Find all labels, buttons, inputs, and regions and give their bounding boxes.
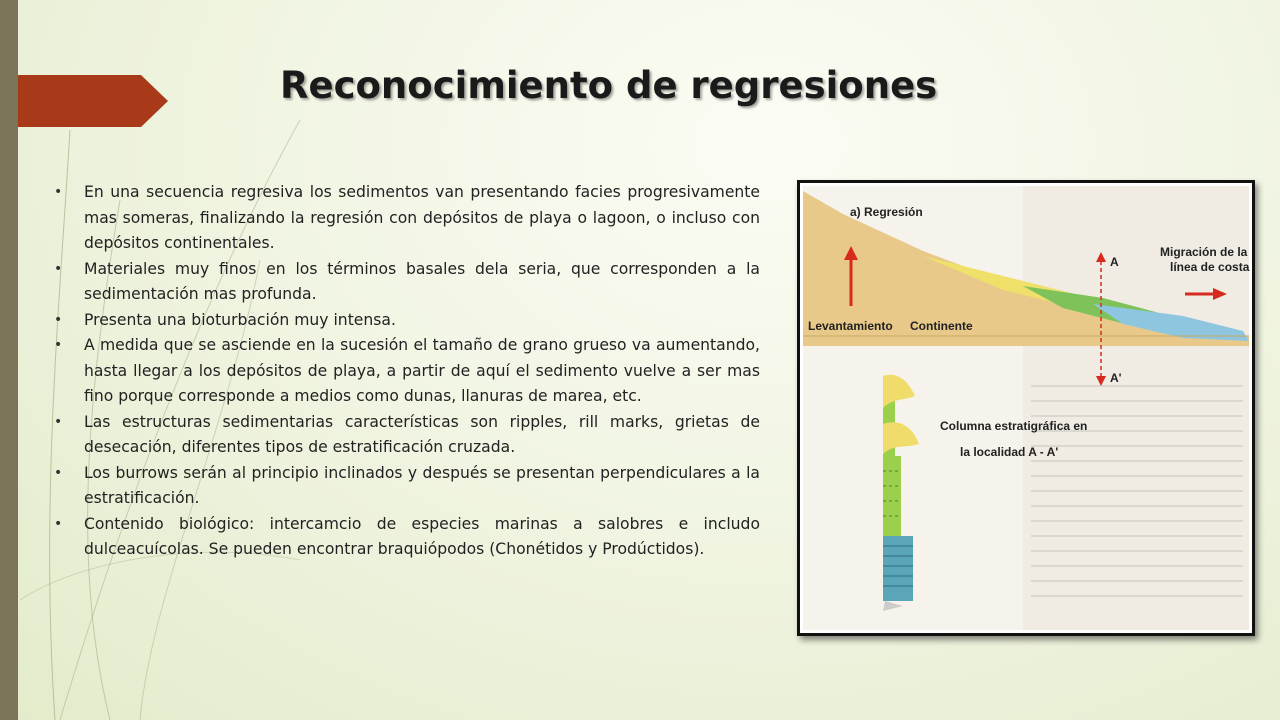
regression-diagram — [797, 180, 1255, 636]
bullet-item: • Contenido biológico: intercamcio de especies marinas a salobres e includo dulceacuícolas. Se pueden encontrar braquiópodos (Chonétidos y Prodúctidos). — [50, 512, 760, 563]
left-accent-bar — [0, 0, 18, 720]
bullet-item: • Presenta una bioturbación muy intensa. — [50, 308, 760, 334]
column-label-line1: Columna estratigráfica en — [940, 419, 1088, 433]
marker-a: A — [1110, 255, 1119, 269]
marker-a-prime: A' — [1110, 371, 1122, 385]
bullet-item: • Los burrows serán al principio inclinados y después se presentan perpendiculares a la estratificación. — [50, 461, 760, 512]
continent-label: Continente — [910, 319, 973, 333]
column-label-line2: la localidad A - A' — [960, 445, 1059, 459]
bullet-item: • A medida que se asciende en la sucesión el tamaño de grano grueso va aumentando, hasta llegar a los depósitos de playa, a partir de aquí el sedimento vuelve a ser mas fino porque corresponde a medios como dunas, llanuras de marea, etc. — [50, 333, 760, 410]
slide-title: Reconocimiento de regresiones — [280, 64, 938, 107]
bullet-list — [50, 180, 760, 563]
title-accent-arrow — [18, 75, 168, 127]
bullet-item: • Las estructuras sedimentarias características son ripples, rill marks, grietas de desecación, diferentes tipos de estratificación cruzada. — [50, 410, 760, 461]
migration-label-line1: Migración de la — [1160, 245, 1248, 259]
bullet-item: • En una secuencia regresiva los sedimentos van presentando facies progresivamente mas someras, finalizando la regresión con depósitos de playa o lagoon, o incluso con depósitos continentales. — [50, 180, 760, 257]
uplift-label: Levantamiento — [808, 319, 893, 333]
bullet-item: • Materiales muy finos en los términos basales dela seria, que corresponden a la sedimentación mas profunda. — [50, 257, 760, 308]
migration-label-line2: línea de costa — [1170, 260, 1250, 274]
panel-label: a) Regresión — [850, 205, 923, 219]
